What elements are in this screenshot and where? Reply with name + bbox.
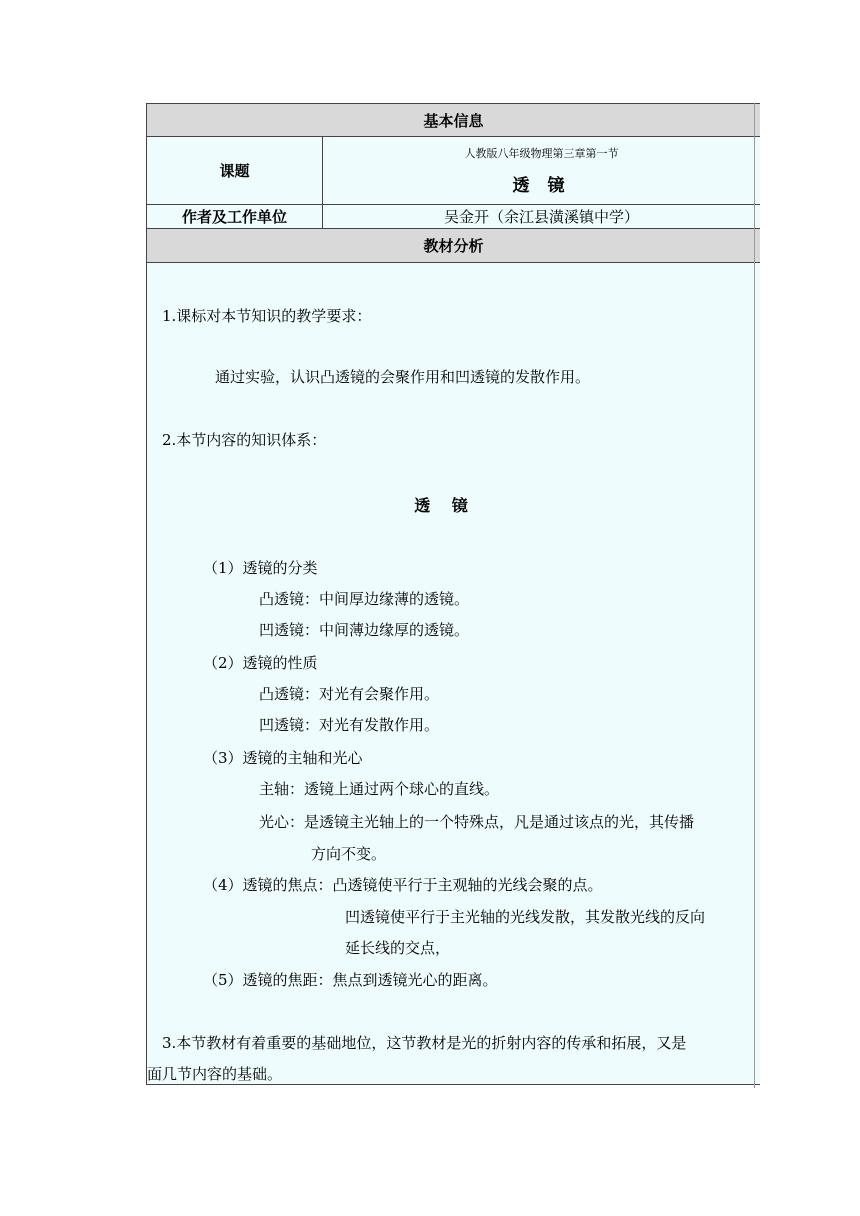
topic-row <box>146 137 760 205</box>
analysis-content <box>146 263 760 1085</box>
lesson-title: 透 镜 <box>512 176 571 196</box>
knowledge-item: （2）透镜的性质 <box>203 654 318 672</box>
author-label: 作者及工作单位 <box>147 205 323 228</box>
lesson-plan-table <box>146 103 760 1085</box>
author-text: 吴金开（余江县潢溪镇中学） <box>443 208 639 226</box>
author-value <box>323 205 760 228</box>
requirement-heading: 1.课标对本节知识的教学要求： <box>162 307 372 325</box>
table-right-edge <box>754 103 755 1088</box>
topic-label: 课题 <box>147 137 323 204</box>
requirement-text: 通过实验，认识凸透镜的会聚作用和凹透镜的发散作用。 <box>215 368 591 386</box>
topic-value <box>323 137 760 204</box>
knowledge-item: （1）透镜的分类 <box>203 559 318 577</box>
knowledge-subitem: 凸透镜：中间厚边缘薄的透镜。 <box>259 590 470 608</box>
foundation-text-line1: 3.本节教材有着重要的基础地位，这节教材是光的折射内容的传承和拓展，又是 <box>162 1034 687 1052</box>
knowledge-title: 透 镜 <box>414 496 476 515</box>
author-row <box>146 205 760 229</box>
knowledge-heading: 2.本节内容的知识体系： <box>162 431 327 449</box>
knowledge-item: （4）透镜的焦点：凸透镜使平行于主观轴的光线会聚的点。 <box>203 876 603 894</box>
knowledge-subitem-cont: 延长线的交点， <box>345 939 451 957</box>
knowledge-item: （3）透镜的主轴和光心 <box>203 749 363 767</box>
topic-subtitle: 人教版八年级物理第三章第一节 <box>464 147 619 160</box>
knowledge-subitem: 凸透镜：对光有会聚作用。 <box>259 685 440 703</box>
knowledge-subitem: 凹透镜：对光有发散作用。 <box>259 716 440 734</box>
knowledge-subitem: 凹透镜使平行于主光轴的光线发散，其发散光线的反向 <box>345 908 706 926</box>
knowledge-subitem: 凹透镜：中间薄边缘厚的透镜。 <box>259 621 470 639</box>
section-header-basic-info: 基本信息 <box>146 103 760 137</box>
knowledge-subitem: 光心：是透镜主光轴上的一个特殊点，凡是通过该点的光，其传播 <box>259 813 695 831</box>
knowledge-item: （5）透镜的焦距：焦点到透镜光心的距离。 <box>203 971 498 989</box>
section-header-analysis: 教材分析 <box>146 229 760 263</box>
knowledge-subitem: 主轴：透镜上通过两个球心的直线。 <box>259 780 500 798</box>
knowledge-subitem-cont: 方向不变。 <box>311 845 387 863</box>
foundation-text-line2: 面几节内容的基础。 <box>147 1065 283 1083</box>
